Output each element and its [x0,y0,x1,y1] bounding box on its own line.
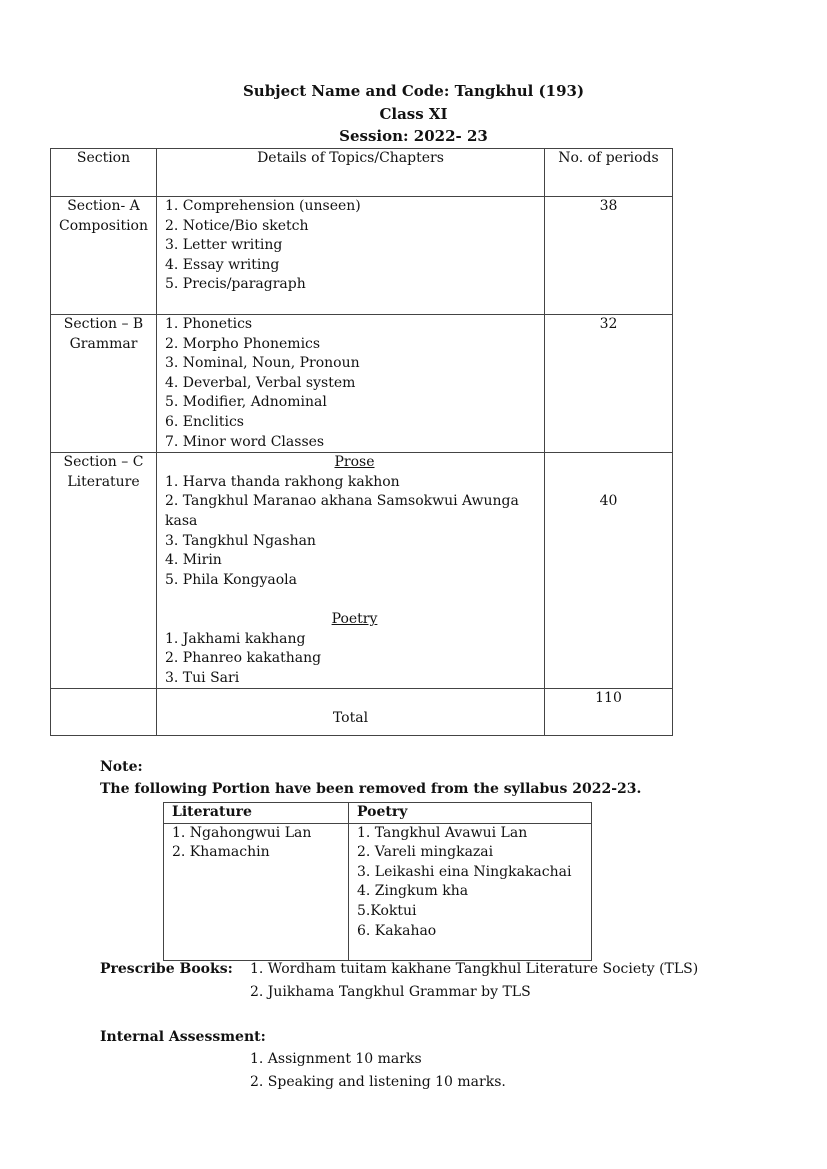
removed-header-literature: Literature [164,803,349,824]
prose-item: 4. Mirin [165,552,222,569]
header-details: Details of Topics/Chapters [157,149,545,197]
syllabus-table [50,148,673,736]
section-b-periods: 32 [545,315,673,453]
book-item: 1. Wordham tuitam kakhane Tangkhul Literature Society (TLS) [250,961,699,977]
section-a-periods: 38 [545,197,673,315]
topic-item: 4. Essay writing [165,256,280,273]
session-title: Session: 2022- 23 [339,127,488,145]
removed-literature-cell [164,823,349,960]
table-row-section-b [51,315,673,453]
spacer [157,689,544,709]
prose-heading: Prose [334,454,375,471]
header-periods: No. of periods [545,149,673,197]
section-a-cell [51,197,157,315]
spacer [545,473,672,493]
assessment-item: 1. Assignment 10 marks [250,1051,422,1067]
prose-item: 5. Phila Kongyaola [165,571,297,588]
removed-poetry-item: 2. Vareli mingkazai [357,844,494,861]
removed-header-row [164,803,592,824]
removed-header-poetry: Poetry [349,803,592,824]
topic-item: 3. Nominal, Noun, Pronoun [165,355,360,372]
table-row-section-a [51,197,673,315]
spacer [545,453,672,473]
class-title: Class XI [379,105,448,123]
topic-item: 2. Notice/Bio sketch [165,217,309,234]
topic-item: 5. Precis/paragraph [165,276,306,293]
section-b-label: Section – B [63,316,144,332]
prose-item: 3. Tangkhul Ngashan [165,532,316,549]
removed-literature-item: 1. Ngahongwui Lan [172,824,312,841]
section-a-label: Section- A [67,198,140,214]
topic-item: 2. Morpho Phonemics [165,335,321,352]
removed-poetry-item: 6. Kakahao [357,922,437,939]
poetry-item: 1. Jakhami kakhang [165,630,306,647]
topic-item: 3. Letter writing [165,237,283,254]
book-item: 2. Juikhama Tangkhul Grammar by TLS [250,984,531,1000]
assessment-item: 2. Speaking and listening 10 marks. [250,1074,506,1090]
section-a-topics [157,197,545,315]
prose-item: 2. Tangkhul Maranao akhana Samsokwui Awunga kasa [165,493,519,529]
total-empty-cell [51,689,157,736]
section-a-name: Composition [58,217,149,234]
topic-item: 1. Phonetics [165,316,253,332]
topic-item: 6. Enclitics [165,413,244,430]
table-row-section-c [51,453,673,689]
subject-title: Subject Name and Code: Tangkhul (193) [242,82,585,100]
poetry-item: 2. Phanreo kakathang [165,650,322,667]
books-label: Prescribe Books: [100,961,233,977]
section-c-periods: 40 [599,493,618,510]
removed-portion-table [163,802,592,961]
removed-poetry-item: 1. Tangkhul Avawui Lan [357,824,528,841]
topic-item: 1. Comprehension (unseen) [165,198,361,214]
section-c-name: Literature [67,473,140,490]
prose-item: 1. Harva thanda rakhong kakhon [165,473,400,490]
section-b-cell [51,315,157,453]
removed-literature-item: 2. Khamachin [172,844,270,861]
removed-body-row [164,823,592,960]
spacer [165,590,544,610]
poetry-heading: Poetry [331,610,378,627]
header-section: Section [51,149,157,197]
table-header-row [51,149,673,197]
section-c-periods-cell [545,453,673,689]
removed-poetry-item: 5.Koktui [357,902,417,919]
removed-poetry-cell [349,823,592,960]
table-row-total [51,689,673,736]
topic-item: 4. Deverbal, Verbal system [165,374,356,391]
removed-poetry-item: 3. Leikashi eina Ningkakachai [357,863,572,880]
poetry-item: 3. Tui Sari [165,669,240,686]
topic-item: 5. Modifier, Adnominal [165,394,327,411]
section-c-label: Section – C [63,454,144,471]
total-label-cell [157,689,545,736]
note-text: The following Portion have been removed from the syllabus 2022-23. [100,781,642,797]
total-value: 110 [545,689,673,736]
removed-poetry-item: 4. Zingkum kha [357,883,469,900]
section-b-topics [157,315,545,453]
section-c-topics [157,453,545,689]
topic-item: 7. Minor word Classes [165,433,325,450]
total-label: Total [332,709,369,726]
section-b-name: Grammar [69,335,138,352]
section-c-cell [51,453,157,689]
note-label: Note: [100,759,143,775]
assessment-label: Internal Assessment: [100,1029,266,1045]
